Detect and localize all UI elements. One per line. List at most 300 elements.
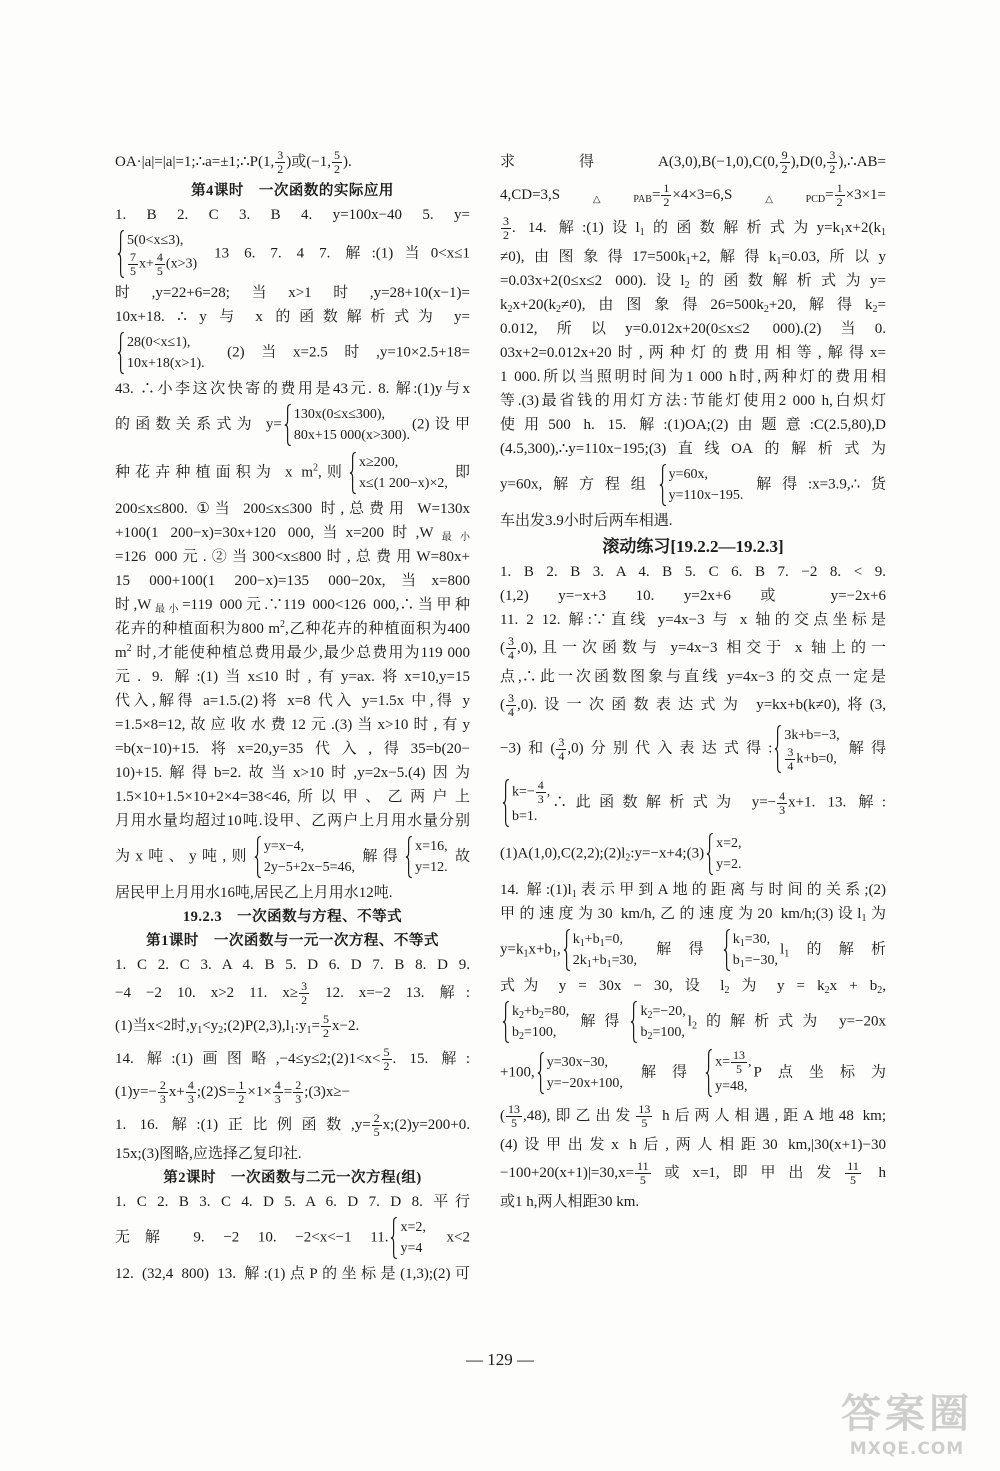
answer-line bbox=[115, 203, 470, 227]
equation-system bbox=[630, 1001, 685, 1043]
subscript: 1 bbox=[685, 256, 691, 267]
equation-system bbox=[349, 452, 448, 494]
text-run: (1,2) y=−x+3 10. y=2x+6 或 y=−2x+6 bbox=[500, 588, 886, 604]
subscript: 2 bbox=[647, 1031, 653, 1042]
fraction bbox=[780, 149, 790, 176]
text-run: 解得:x=3.9,∴货 bbox=[745, 476, 886, 493]
text-run: 1. B 2. C 3. B 4. y=100x−40 5. y= bbox=[115, 207, 470, 223]
answer-line bbox=[500, 365, 886, 389]
equation-row bbox=[400, 1217, 425, 1238]
equation-row bbox=[127, 251, 197, 278]
fraction-denominator: 2 bbox=[277, 162, 284, 176]
text-run: 200≤x≤800. ①当 200≤x≤300 时,总费用 W=130x bbox=[115, 501, 470, 517]
text-run: ;(2)S= bbox=[196, 1083, 236, 1100]
text-run: 种花卉种植面积为 x m bbox=[115, 464, 314, 481]
text-run: 1 000.所以当照明时间为1 000 h时,两种灯的费用相 bbox=[500, 369, 886, 385]
section-heading: 第2课时 一次函数与二元一次方程(组) bbox=[163, 1170, 422, 1186]
text-run: 的解析式为 y=−20x bbox=[696, 1013, 886, 1030]
text-run: x+20(k bbox=[512, 297, 556, 313]
text-run: 的函数关系式为 y= bbox=[115, 416, 282, 433]
equation-system bbox=[405, 836, 447, 878]
equation-row bbox=[547, 1052, 623, 1073]
fraction-numerator: 3 bbox=[829, 148, 836, 162]
text-run: ;(3)x≥− bbox=[304, 1083, 351, 1100]
answer-line bbox=[115, 1262, 470, 1286]
text-run: b bbox=[512, 1025, 519, 1040]
equation-row bbox=[573, 950, 637, 971]
fraction bbox=[636, 1103, 652, 1130]
subscript: 2 bbox=[724, 985, 730, 996]
text-run: P点坐标为 bbox=[753, 1064, 886, 1081]
fraction-numerator: 3 bbox=[277, 148, 284, 162]
brace-icon bbox=[390, 1217, 398, 1259]
fraction bbox=[236, 1079, 246, 1106]
text-run: x+ bbox=[168, 1083, 185, 1100]
brace-shape bbox=[706, 833, 714, 875]
fraction-numerator: 13 bbox=[638, 1102, 651, 1116]
equation-row bbox=[640, 1001, 685, 1022]
text-run: k bbox=[500, 297, 508, 313]
text-run: 1.5×10+1.5×10+2×4=38<46,所以甲、乙两户上 bbox=[115, 789, 470, 805]
equation-row bbox=[359, 473, 448, 494]
equation-system-rows bbox=[127, 230, 197, 278]
answer-line bbox=[500, 269, 886, 293]
text-run: x+b bbox=[528, 941, 552, 958]
text-run: y=30x−30, bbox=[546, 1055, 609, 1070]
fraction-numerator: 13 bbox=[508, 1102, 520, 1116]
text-run: l bbox=[780, 941, 785, 958]
fraction bbox=[299, 980, 309, 1007]
text-run: =0.03,所以y bbox=[781, 249, 886, 265]
brace-icon bbox=[117, 230, 125, 278]
subscript: 1 bbox=[639, 226, 645, 238]
subscript: △PCD bbox=[732, 193, 826, 205]
answer-line bbox=[500, 413, 886, 437]
brace-icon bbox=[630, 1001, 638, 1043]
answer-line bbox=[500, 926, 886, 974]
text-run: 43. ∴小李这次快寄的费用是43元. 8. 解:(1)y与x bbox=[115, 381, 470, 397]
subscript: 2 bbox=[647, 1010, 653, 1021]
subscript: 1 bbox=[197, 1024, 203, 1036]
subscript: 1 bbox=[840, 226, 846, 238]
text-run: =119 000元.∵119 000<126 000,∴当甲种 bbox=[182, 597, 470, 613]
text-run: y=60x,解方程组 bbox=[500, 476, 657, 493]
text-run: x−2. bbox=[331, 1017, 360, 1034]
answer-line bbox=[115, 953, 470, 977]
text-run: y=4 bbox=[400, 1241, 423, 1256]
fraction-denominator: 5 bbox=[156, 264, 163, 278]
text-run: ×3×1= bbox=[845, 186, 886, 203]
answer-line bbox=[500, 560, 886, 584]
text-run: x=2, bbox=[400, 1220, 426, 1235]
brace-icon bbox=[706, 833, 714, 875]
answer-line bbox=[500, 509, 886, 533]
text-run: y=x−4, bbox=[263, 839, 305, 854]
text-run: 解得 bbox=[624, 1064, 704, 1081]
answer-line bbox=[500, 245, 886, 269]
answer-line bbox=[115, 401, 470, 449]
answer-line bbox=[500, 437, 886, 461]
equation-system-rows bbox=[715, 1049, 751, 1097]
text-run: 11. 2 12. 解:∵直线 y=4x−3 与 x 轴的交点坐标是 bbox=[500, 612, 886, 628]
text-run: 或x=1,即甲出发 bbox=[651, 1164, 845, 1181]
text-run: 15x;(3)图略,应选择乙复印社. bbox=[115, 1146, 302, 1162]
answer-line bbox=[115, 377, 470, 401]
answer-line bbox=[500, 776, 886, 830]
subscript: 2 bbox=[519, 1010, 524, 1021]
text-run: x=16, bbox=[415, 839, 448, 854]
practice-heading: 滚动练习[19.2.2—19.2.3] bbox=[602, 537, 784, 556]
text-run: 时,才能使种植总费用最少,最少总费用为119 000 bbox=[131, 645, 470, 661]
answer-line bbox=[500, 632, 886, 665]
answer-line bbox=[115, 1076, 470, 1109]
brace-icon bbox=[723, 929, 731, 971]
answer-line bbox=[500, 293, 886, 317]
text-run: ≠0),由图象得26=500k bbox=[560, 297, 764, 313]
text-run: ,48),即乙出发 bbox=[523, 1107, 636, 1124]
text-run: =−30, bbox=[744, 953, 779, 968]
brace-icon bbox=[502, 779, 510, 827]
text-run: 28(0<x≤1), bbox=[127, 335, 191, 350]
fraction-denominator: 2 bbox=[781, 162, 788, 176]
subscript: 2 bbox=[538, 1010, 544, 1021]
fraction-denominator: 3 bbox=[274, 1092, 281, 1106]
equation-system bbox=[254, 836, 355, 878]
text-run: y=60x, bbox=[668, 467, 708, 482]
equation-system-rows bbox=[415, 836, 447, 878]
text-run: (4.5,300),∴y=110x−195;(3)直线OA的解析式为 bbox=[500, 441, 886, 457]
watermark-logo-text: 答案圈 bbox=[841, 1391, 973, 1437]
fraction-denominator: 2 bbox=[238, 1092, 245, 1106]
fraction-denominator: 2 bbox=[322, 1026, 329, 1040]
brace-shape bbox=[774, 725, 782, 773]
text-run: 14. 解:(1)画图略,−4≤y≤2;(2)1<x< bbox=[115, 1050, 381, 1067]
text-run: k bbox=[512, 1004, 519, 1019]
equation-system bbox=[117, 230, 197, 278]
fraction-numerator: 2 bbox=[159, 1078, 166, 1092]
text-run: 无解 9. −2 10. −2<x<−1 11. bbox=[115, 1229, 389, 1246]
fraction bbox=[501, 215, 511, 242]
fraction-numerator: 13 bbox=[732, 1048, 745, 1062]
text-run: 为 bbox=[866, 906, 886, 922]
fraction-denominator: 2 bbox=[333, 162, 340, 176]
brace-shape bbox=[349, 452, 357, 494]
subscript: 1 bbox=[784, 948, 790, 960]
fraction bbox=[661, 182, 671, 209]
text-run: ×1× bbox=[247, 1083, 272, 1100]
text-run: 12. (32,4 800) 13. 解:(1)点P的坐标是(1,3);(2)可 bbox=[115, 1266, 470, 1282]
equation-row bbox=[512, 1022, 569, 1043]
fraction bbox=[293, 1079, 303, 1106]
text-run: =80, bbox=[543, 1004, 570, 1019]
fraction bbox=[845, 1160, 861, 1187]
answer-line bbox=[115, 545, 470, 569]
text-run: 13 6. 7. 4 7. 解:(1)当0<x≤1 bbox=[199, 245, 470, 262]
fraction bbox=[827, 149, 837, 176]
superscript: 2 bbox=[126, 643, 132, 654]
answer-line bbox=[500, 608, 886, 632]
answer-line bbox=[500, 584, 886, 608]
text-run: x≥200, bbox=[359, 455, 399, 470]
brace-shape bbox=[502, 1001, 510, 1043]
fraction-numerator: 3 bbox=[508, 634, 514, 648]
fraction-denominator: 5 bbox=[373, 1125, 380, 1139]
equation-row bbox=[715, 1049, 751, 1076]
answer-line bbox=[500, 665, 886, 689]
right-column bbox=[500, 146, 886, 1214]
brace-icon bbox=[349, 452, 357, 494]
fraction-numerator: 2 bbox=[373, 1111, 380, 1125]
text-run: (x>3) bbox=[165, 256, 198, 272]
brace-shape bbox=[254, 836, 262, 878]
brace-icon bbox=[405, 836, 413, 878]
answer-line bbox=[115, 1043, 470, 1076]
text-run: 时,W bbox=[115, 597, 152, 613]
fraction-denominator: 4 bbox=[787, 759, 794, 773]
fraction-numerator: 3 bbox=[787, 745, 794, 759]
subscript: 2 bbox=[877, 985, 883, 996]
equation-row bbox=[733, 929, 778, 950]
fraction bbox=[785, 746, 795, 773]
equation-row bbox=[264, 857, 355, 878]
text-run: k bbox=[640, 1004, 648, 1019]
equation-row bbox=[400, 1238, 425, 1259]
fraction-numerator: 4 bbox=[537, 778, 544, 792]
text-run: x=2, bbox=[716, 836, 742, 851]
subscript: 2 bbox=[684, 280, 690, 291]
text-run: 月用水量均超过10吨.设甲、乙两户上月用水量分别 bbox=[115, 813, 470, 829]
equation-system-rows bbox=[127, 332, 205, 374]
subscript: 2 bbox=[872, 304, 878, 315]
fraction-numerator: 2 bbox=[295, 1078, 302, 1092]
brace-shape bbox=[537, 1052, 545, 1094]
answer-line bbox=[500, 878, 886, 902]
fraction-denominator: 5 bbox=[850, 1173, 857, 1187]
subscript: 1 bbox=[551, 948, 557, 960]
text-run: =100, bbox=[652, 1025, 685, 1040]
fraction-denominator: 3 bbox=[295, 1092, 302, 1106]
text-run: 或1 h,两人相距30 km. bbox=[500, 1194, 640, 1210]
text-run: ,则 bbox=[318, 464, 348, 481]
subscript: 1 bbox=[306, 1024, 312, 1036]
equation-row bbox=[127, 230, 197, 251]
text-run: =100, bbox=[524, 1025, 557, 1040]
text-run: ≠0),由图象得17=500k bbox=[500, 249, 686, 265]
equation-system-rows bbox=[784, 725, 839, 773]
fraction-denominator: 3 bbox=[537, 792, 544, 806]
fraction-numerator: 11 bbox=[847, 1159, 859, 1173]
answer-line bbox=[115, 665, 470, 689]
text-run: 居民甲上月用水16吨,居民乙上月用水12吨. bbox=[115, 885, 393, 901]
brace-shape bbox=[630, 1001, 638, 1043]
answer-line bbox=[500, 1133, 886, 1157]
text-run: y=2. bbox=[716, 857, 742, 872]
fraction-denominator: 5 bbox=[511, 1116, 517, 1130]
text-run: ,0)分别代入表达式得: bbox=[567, 740, 773, 757]
brace-icon bbox=[284, 404, 292, 446]
text-run: ×4×3=6,S bbox=[672, 186, 733, 203]
answer-line bbox=[115, 713, 470, 737]
answer-line bbox=[500, 902, 886, 926]
text-run: 解得 bbox=[356, 848, 404, 865]
text-run: y=48, bbox=[715, 1079, 748, 1094]
brace-icon bbox=[705, 1049, 713, 1097]
answer-line bbox=[115, 1010, 470, 1043]
equation-row bbox=[716, 854, 741, 875]
text-run: 130x(0≤x≤300), bbox=[293, 407, 386, 422]
text-run: 即 bbox=[449, 464, 470, 481]
fraction bbox=[506, 1103, 522, 1130]
answer-line bbox=[500, 998, 886, 1046]
text-run: :y bbox=[294, 1017, 307, 1034]
fraction bbox=[835, 182, 845, 209]
text-run: x;(2)y=200+0. bbox=[382, 1116, 470, 1133]
equation-system-rows bbox=[512, 1001, 569, 1043]
text-run: ,0),且一次函数与 y=4x−3 相交于 x 轴上的一 bbox=[517, 639, 886, 656]
text-run: 的解析 bbox=[789, 941, 886, 958]
text-run: 式为 y = 30x − 30, 设 l bbox=[500, 978, 725, 994]
text-run: 0.012,所以y=0.012x+20(0≤x≤2 000).(2)当0. bbox=[500, 321, 886, 337]
answer-line bbox=[500, 179, 886, 212]
fraction-denominator: 4 bbox=[558, 748, 565, 763]
brace-shape bbox=[502, 779, 510, 827]
text-run: 的函数解析式为y= bbox=[689, 273, 886, 289]
equation-system-rows bbox=[359, 452, 448, 494]
answer-line bbox=[115, 146, 470, 179]
subscript: 2 bbox=[555, 304, 561, 315]
text-run: = bbox=[283, 1083, 293, 1100]
answer-line bbox=[500, 830, 886, 878]
fraction-denominator: 2 bbox=[301, 993, 308, 1007]
text-run: y=12. bbox=[415, 860, 448, 875]
answer-line bbox=[115, 305, 470, 329]
answer-line bbox=[115, 761, 470, 785]
answer-line bbox=[115, 227, 470, 281]
text-run: 表示甲到A地的距离与时间的关系;(2) bbox=[576, 882, 886, 898]
equation-row bbox=[716, 833, 741, 854]
text-run: , bbox=[556, 941, 561, 958]
text-run: m bbox=[115, 645, 127, 661]
fraction-numerator: 11 bbox=[637, 1159, 649, 1173]
text-run: l bbox=[687, 1013, 692, 1030]
text-run: x= bbox=[715, 1054, 730, 1070]
equation-row bbox=[359, 452, 448, 473]
text-run: +2,解得k bbox=[690, 249, 777, 265]
fraction bbox=[731, 1049, 747, 1076]
equation-row bbox=[415, 857, 447, 878]
fraction bbox=[128, 251, 138, 278]
text-run: k bbox=[732, 932, 740, 947]
text-run: . 14. 解:(1)设l bbox=[512, 219, 640, 236]
text-run: 求得A(3,0),B(−1,0),C(0, bbox=[500, 153, 779, 170]
fraction bbox=[273, 1079, 283, 1106]
text-run: 车出发3.9小时后两车相遇. bbox=[500, 513, 673, 529]
fraction-denominator: 5 bbox=[735, 1062, 742, 1076]
fraction bbox=[186, 1079, 196, 1106]
equation-system bbox=[284, 404, 410, 446]
fraction bbox=[382, 1046, 392, 1073]
brace-icon bbox=[537, 1052, 545, 1094]
text-run: 解得 bbox=[639, 941, 721, 958]
equation-system-rows bbox=[716, 833, 741, 875]
fraction bbox=[372, 1112, 382, 1139]
text-run: ),D(0, bbox=[790, 153, 827, 170]
text-run: 故 bbox=[449, 848, 470, 865]
text-run: k=− bbox=[512, 784, 535, 800]
text-run: ( bbox=[500, 696, 505, 713]
text-run: −4 −2 10. x>2 11. x≥ bbox=[115, 984, 299, 1001]
text-run: k+b=0, bbox=[796, 751, 837, 767]
fraction bbox=[556, 736, 566, 763]
equation-system-rows bbox=[512, 779, 550, 827]
fraction-denominator: 3 bbox=[159, 1092, 166, 1106]
equation-system bbox=[723, 929, 778, 971]
fraction-denominator: 2 bbox=[383, 1059, 390, 1073]
equation-system bbox=[117, 332, 205, 374]
subscript: 1 bbox=[523, 948, 529, 960]
text-run: 为 y = k bbox=[729, 978, 825, 994]
answer-line bbox=[115, 881, 470, 905]
equation-row bbox=[512, 806, 550, 827]
brace-shape bbox=[390, 1217, 398, 1259]
text-run: 1. C 2. C 3. A 4. B 5. D 6. D 7. B 8. D 9. bbox=[115, 957, 470, 973]
text-run: (1)当x<2时,y bbox=[115, 1017, 198, 1034]
answer-line bbox=[115, 1109, 470, 1142]
equation-row bbox=[127, 353, 205, 374]
text-run: b=1. bbox=[512, 809, 538, 824]
text-run: <y bbox=[202, 1017, 219, 1034]
answer-line bbox=[500, 341, 886, 365]
fraction-numerator: 9 bbox=[781, 148, 788, 162]
text-run: 代入,解得 a=1.5.(2)将 x=8 代入 y=1.5x 中,得 y bbox=[115, 693, 470, 709]
text-run: 80x+15 000(x>300). bbox=[293, 428, 410, 443]
text-run: 1. C 2. B 3. C 4. D 5. A 6. D 7. D 8. 平行 bbox=[115, 1194, 470, 1210]
text-run: 1. B 2. B 3. A 4. B 5. C 6. B 7. −2 8. < 9. bbox=[500, 564, 886, 580]
fraction bbox=[536, 779, 546, 806]
text-run: h bbox=[861, 1164, 886, 1181]
equation-row bbox=[294, 425, 410, 446]
text-run: 等.(3)最省钱的用灯方法:节能灯使用2 000 h,白炽灯 bbox=[500, 393, 886, 409]
fraction bbox=[321, 1013, 331, 1040]
text-run: 15 000+100(1 200−x)=135 000−20x,当x=800 bbox=[115, 573, 470, 589]
brace-icon bbox=[774, 725, 782, 773]
fraction-numerator: 7 bbox=[130, 250, 136, 264]
brace-icon bbox=[502, 1001, 510, 1043]
subscript: 最小 bbox=[151, 604, 183, 615]
fraction bbox=[332, 149, 342, 176]
text-run: 为x吨、y吨,则 bbox=[115, 848, 252, 865]
text-run: =0, bbox=[604, 932, 623, 947]
superscript: 2 bbox=[280, 619, 286, 630]
subscript: 1 bbox=[579, 938, 585, 949]
answer-line bbox=[115, 977, 470, 1010]
answer-line bbox=[500, 317, 886, 341]
section-heading: 第4课时 一次函数的实际应用 bbox=[191, 183, 394, 199]
fraction bbox=[275, 149, 285, 176]
text-run: = bbox=[311, 1017, 320, 1034]
answer-line bbox=[115, 593, 470, 617]
answer-line bbox=[115, 617, 470, 641]
fraction-denominator: 2 bbox=[829, 162, 836, 176]
subscript: 1 bbox=[289, 1024, 295, 1036]
fraction-denominator: 5 bbox=[130, 264, 136, 278]
text-run: −3)和( bbox=[500, 740, 556, 757]
text-run: 1. 16. 解:(1)正比例函数,y= bbox=[115, 1116, 371, 1133]
equation-row bbox=[512, 1001, 569, 1022]
fraction-numerator: 3 bbox=[558, 734, 565, 749]
text-run: ,乙种花卉的种植面积为400 bbox=[285, 621, 470, 637]
text-run: , bbox=[546, 784, 551, 800]
